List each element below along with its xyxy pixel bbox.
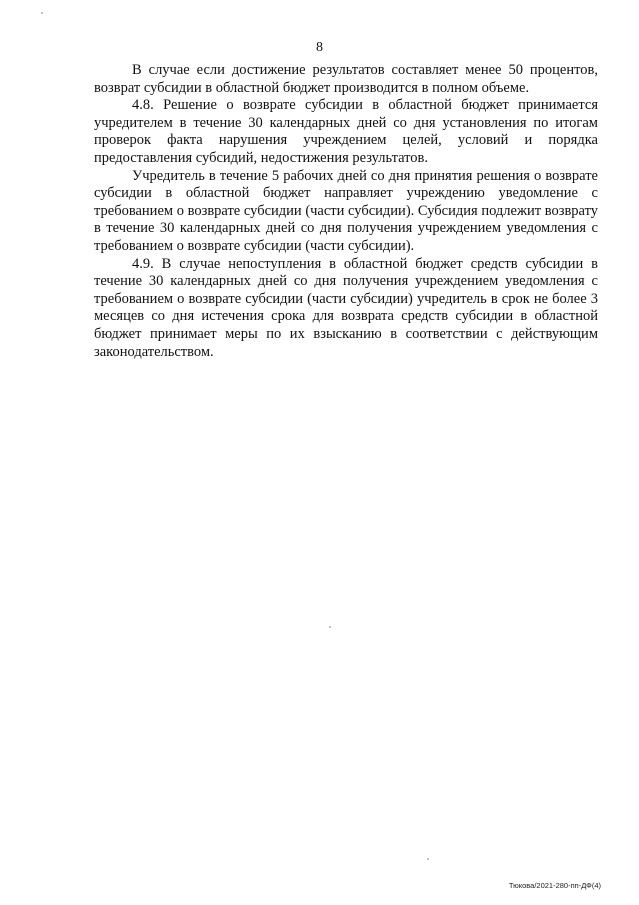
paragraph-results-threshold: В случае если достижение результатов составляет менее 50 процентов, возврат субсидии в областной бюджет производится в полном объеме. — [94, 62, 598, 96]
paragraph-4-9-recovery: 4.9. В случае непоступления в областной бюджет средств субсидии в течение 30 календарных дней со дня получения учреждением уведомления с требованием о возврате субсидии (части субсидии) учредитель в срок не более 3 месяцев со дня истечения срока для возврата средств субсидии в областной бюджет принимает меры по их взысканию в соответствии с действующим законодательством. — [94, 255, 598, 360]
scan-speck — [427, 858, 429, 860]
document-body — [94, 62, 598, 361]
page-number: 8 — [316, 40, 323, 55]
scan-speck — [329, 626, 331, 628]
paragraph-4-8-decision: 4.8. Решение о возврате субсидии в областной бюджет принимается учредителем в течение 30 календарных дней со дня установления по итогам проверок факта нарушения учреждением целей, условий и порядка предоставления субсидий, недостижения результатов. — [94, 97, 598, 166]
scan-speck — [41, 12, 43, 14]
document-reference-code: Тюкова/2021-280-пп-ДФ(4) — [508, 881, 601, 890]
paragraph-founder-notification: Учредитель в течение 5 рабочих дней со дня принятия решения о возврате субсидии в областной бюджет направляет учреждению уведомление с требованием о возврате субсидии (части субсидии). Субсидия подлежит возврату в течение 30 календарных дней со дня получения учреждением уведомления с требованием о возврате субсидии (части субсидии). — [94, 167, 598, 254]
